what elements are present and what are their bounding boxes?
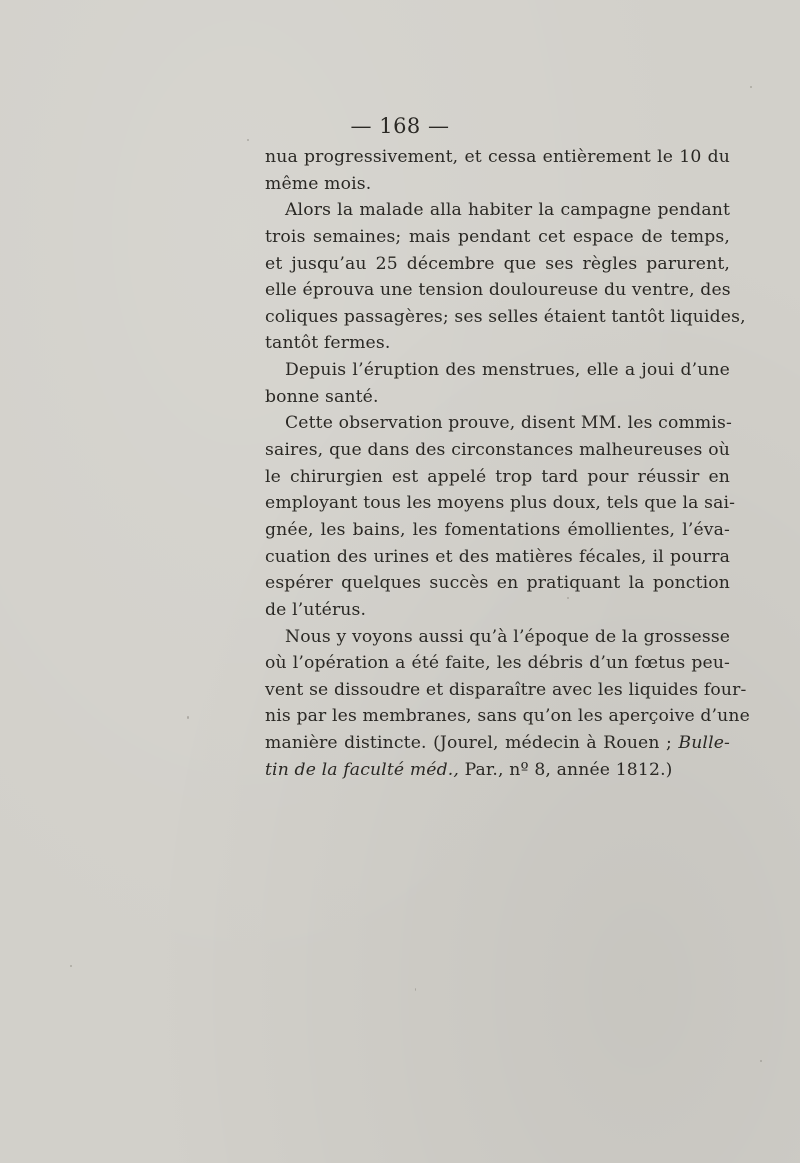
text-line: le chirurgien est appelé trop tard pour réussir en [265, 466, 730, 487]
text-line: de l’utérus. [265, 599, 367, 620]
text-line: elle éprouva une tension douloureuse du ventre, des [265, 280, 731, 301]
citation-journal-part1: Bulle- [678, 733, 730, 754]
text-line: vent se dissoudre et disparaître avec les liquides four- [265, 679, 747, 700]
paper-speck [760, 1060, 762, 1062]
text-line: employant tous les moyens plus doux, tels que la sai- [265, 493, 736, 514]
text-line: saires, que dans des circonstances malheureuses où [265, 440, 730, 461]
page-number: — 168 — [350, 114, 450, 138]
text-line: nis par les membranes, sans qu’on les aperçoive d’une [265, 706, 750, 727]
paper-speck [567, 597, 569, 599]
paper-speck [415, 988, 416, 991]
body-text [265, 144, 750, 783]
text-line: coliques passagères; ses selles étaient tantôt liquides, [265, 306, 746, 327]
text-line: gnée, les bains, les fomentations émollientes, l’éva- [265, 519, 730, 540]
text-line: bonne santé. [265, 386, 379, 407]
text-line: Cette observation prouve, disent MM. les commis- [285, 413, 732, 434]
citation-journal-part2: tin de la faculté méd., [265, 759, 459, 780]
text-line: trois semaines; mais pendant cet espace de temps, [265, 226, 730, 247]
text-line-with-citation [265, 730, 730, 757]
text-line: Depuis l’éruption des menstrues, elle a joui d’une [285, 360, 730, 381]
paper-speck [187, 716, 189, 719]
text-line: et jusqu’au 25 décembre que ses règles parurent, [265, 253, 730, 274]
text-line: tantôt fermes. [265, 333, 391, 354]
text-line: cuation des urines et des matières fécales, il pourra [265, 546, 730, 567]
text-line: nua progressivement, et cessa entièrement le 10 du [265, 147, 730, 167]
text-line: où l’opération a été faite, les débris d’un fœtus peu- [265, 653, 730, 674]
text-line: même mois. [265, 173, 372, 194]
text-line-with-citation [265, 757, 730, 784]
text-line: Alors la malade alla habiter la campagne pendant [285, 200, 730, 221]
text-line: Nous y voyons aussi qu’à l’époque de la grossesse [285, 626, 731, 647]
paper-speck [70, 965, 72, 967]
citation-details: Par., nº 8, année 1812.) [458, 759, 673, 780]
text-line: espérer quelques succès en pratiquant la ponction [265, 573, 730, 594]
paper-speck [750, 86, 752, 88]
citation-text: manière distincte. (Jourel, médecin à Rouen ; [265, 733, 672, 754]
paper-speck [247, 139, 249, 141]
